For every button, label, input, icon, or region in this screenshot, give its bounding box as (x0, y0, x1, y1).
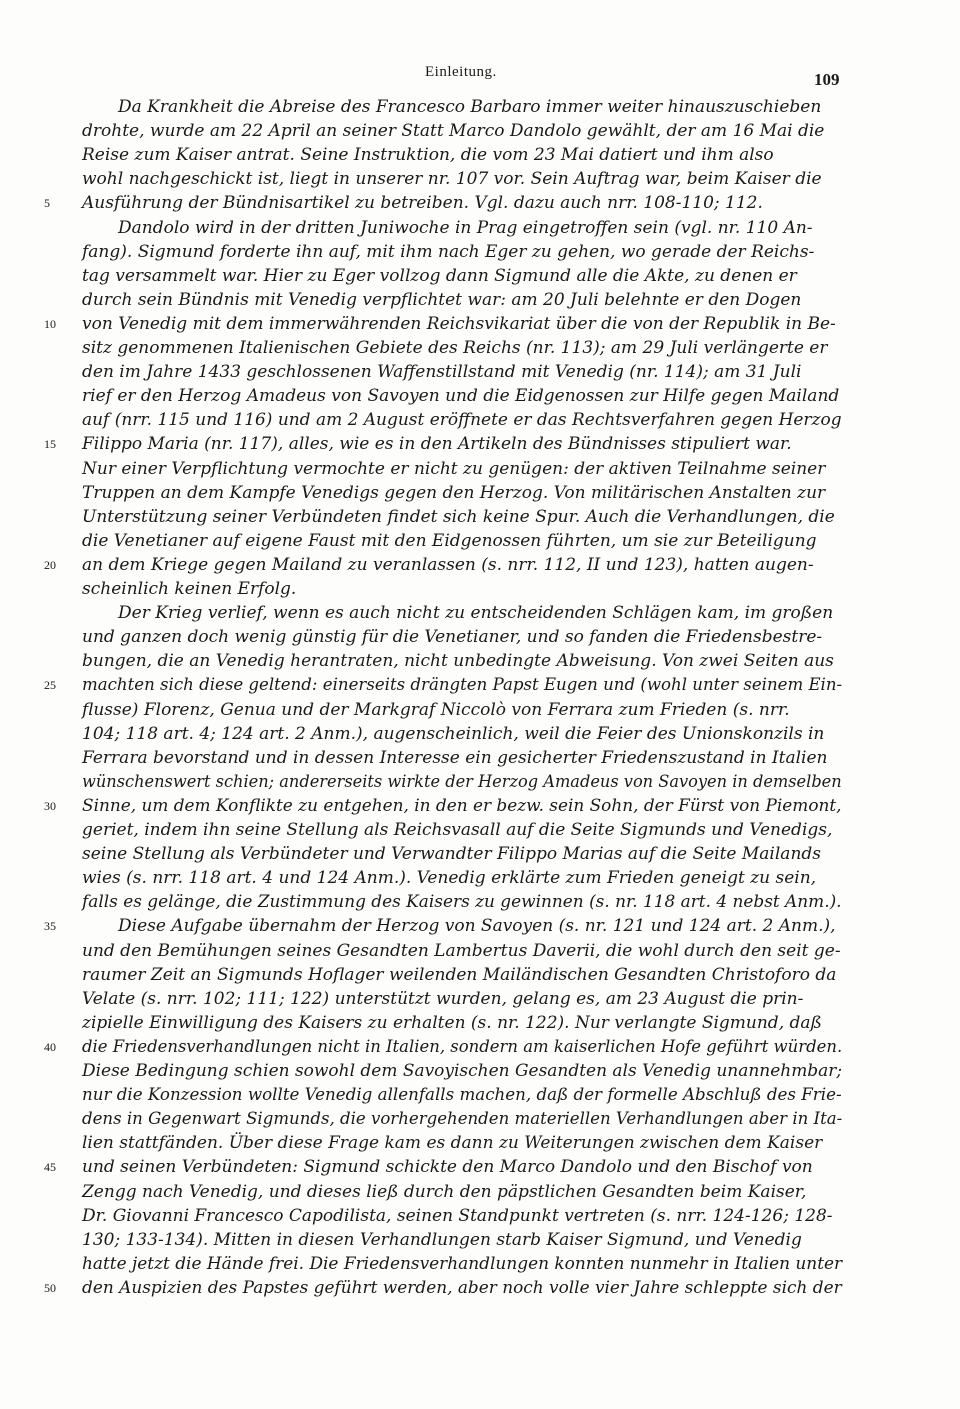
line-number: 30 (44, 798, 56, 813)
line-number: 45 (44, 1160, 56, 1175)
text-line: nur die Konzession wollte Venedig allenfalls machen, daß der formelle Abschluß des Frie- (82, 1085, 842, 1106)
text-line: Da Krankheit die Abreise des Francesco Barbaro immer weiter hinauszuschieben (118, 97, 822, 117)
text-line: durch sein Bündnis mit Venedig verpflichtet war: am 20 Juli belehnte er den Dogen (82, 289, 802, 310)
line-number: 40 (44, 1039, 56, 1054)
line-number: 15 (44, 437, 56, 452)
text-line: scheinlich keinen Erfolg. (82, 579, 297, 599)
text-line: die Venetianer auf eigene Faust mit den Eidgenossen führten, um sie zur Beteiligung (82, 530, 817, 551)
text-line: Unterstützung seiner Verbündeten findet sich keine Spur. Auch die Verhandlungen, die (82, 506, 835, 527)
text-line: Truppen an dem Kampfe Venedigs gegen den Herzog. Von militärischen Anstalten zur (82, 482, 826, 503)
text-line: Nur einer Verpflichtung vermochte er nicht zu genügen: der aktiven Teilnahme seiner (82, 458, 826, 479)
text-line: Dandolo wird in der dritten Juniwoche in Prag eingetroffen sein (vgl. nr. 110 An- (118, 217, 813, 238)
text-line: geriet, indem ihn seine Stellung als Reichsvasall auf die Seite Sigmunds und Venedigs, (82, 820, 833, 840)
text-line: fang). Sigmund forderte ihn auf, mit ihm nach Eger zu gehen, wo gerade der Reichs- (82, 241, 815, 262)
text-line: Diese Bedingung schien sowohl dem Savoyischen Gesandten als Venedig unannehmbar; (82, 1061, 843, 1081)
text-line: zipielle Einwilligung des Kaisers zu erhalten (s. nr. 122). Nur verlangte Sigmund, daß (82, 1012, 822, 1033)
text-line: dens in Gegenwart Sigmunds, die vorhergehenden materiellen Verhandlungen aber in Ita- (82, 1109, 843, 1130)
line-number: 10 (44, 316, 56, 331)
text-line: sitz genommenen Italienischen Gebiete des Reichs (nr. 113); am 29 Juli verlängerte er (82, 338, 828, 358)
text-line: 104; 118 art. 4; 124 art. 2 Anm.), augenscheinlich, weil die Feier des Unionskonzils in (82, 723, 825, 744)
text-line: 130; 133-134). Mitten in diesen Verhandlungen starb Kaiser Sigmund, und Venedig (82, 1229, 802, 1250)
text-line: bungen, die an Venedig herantraten, nicht unbedingte Abweisung. Von zwei Seiten aus (82, 651, 834, 672)
text-line: rief er den Herzog Amadeus von Savoyen und die Eidgenossen zur Hilfe gegen Mailand (82, 386, 840, 407)
text-line: und ganzen doch wenig günstig für die Venetianer, und so fanden die Friedensbestre- (82, 627, 823, 648)
text-line: von Venedig mit dem immerwährenden Reichsvikariat über die von der Republik in Be- (82, 313, 836, 334)
text-line: die Friedensverhandlungen nicht in Italien, sondern am kaiserlichen Hofe geführt würden. (82, 1036, 843, 1057)
text-line: machten sich diese geltend: einerseits drängten Papst Eugen und (wohl unter seinem Ein- (82, 675, 843, 696)
text-line: den Auspizien des Papstes geführt werden, aber noch volle vier Jahre schleppte sich der (82, 1277, 842, 1298)
text-line: wünschenswert schien; andererseits wirkte der Herzog Amadeus von Savoyen in demselben (82, 771, 842, 792)
text-line: den im Jahre 1433 geschlossenen Waffenstillstand mit Venedig (nr. 114); am 31 Juli (82, 362, 802, 383)
text-line: Filippo Maria (nr. 117), alles, wie es in den Artikeln des Bündnisses stipuliert war. (82, 434, 792, 455)
text-line: raumer Zeit an Sigmunds Hoflager weilenden Mailändischen Gesandten Christoforo da (82, 964, 837, 985)
line-number: 35 (44, 919, 56, 934)
running-head: Einleitung. (425, 64, 497, 80)
text-line: Ausführung der Bündnisartikel zu betreiben. Vgl. dazu auch nrr. 108-110; 112. (82, 193, 763, 214)
text-line: Dr. Giovanni Francesco Capodilista, seinen Standpunkt vertreten (s. nrr. 124-126; 128- (82, 1205, 833, 1226)
text-line: und seinen Verbündeten: Sigmund schickte den Marco Dandolo und den Bischof von (82, 1157, 813, 1178)
text-line: drohte, wurde am 22 April an seiner Statt Marco Dandolo gewählt, der am 16 Mai die (82, 121, 825, 142)
line-number: 50 (44, 1280, 56, 1295)
text-line: und den Bemühungen seines Gesandten Lambertus Daverii, die wohl durch den seit ge- (82, 940, 841, 961)
text-line: Ferrara bevorstand und in dessen Interesse ein gesicherter Friedenszustand in Italien (82, 747, 828, 768)
text-line: an dem Kriege gegen Mailand zu veranlassen (s. nrr. 112, II und 123), hatten augen- (82, 554, 814, 575)
line-number: 5 (44, 196, 50, 211)
text-line: Velate (s. nrr. 102; 111; 122) unterstützt wurden, gelang es, am 23 August die prin- (82, 988, 804, 1009)
text-line: Diese Aufgabe übernahm der Herzog von Savoyen (s. nr. 121 und 124 art. 2 Anm.), (118, 916, 836, 937)
text-line: wohl nachgeschickt ist, liegt in unserer nr. 107 vor. Sein Auftrag war, beim Kaiser die (82, 169, 822, 190)
text-line: auf (nrr. 115 und 116) und am 2 August eröffnete er das Rechtsverfahren gegen Herzog (82, 410, 842, 431)
text-line: flusse) Florenz, Genua und der Markgraf Niccolò von Ferrara zum Frieden (s. nrr. (82, 699, 790, 720)
text-line: tag versammelt war. Hier zu Eger vollzog dann Sigmund alle die Akte, zu denen er (82, 265, 797, 286)
text-line: wies (s. nrr. 118 art. 4 und 124 Anm.). Venedig erklärte zum Frieden geneigt zu sein, (82, 868, 817, 889)
text-line: hatte jetzt die Hände frei. Die Friedensverhandlungen konnten nunmehr in Italien unter (82, 1253, 843, 1274)
text-line: Der Krieg verlief, wenn es auch nicht zu entscheidenden Schlägen kam, im großen (118, 603, 834, 624)
text-line: seine Stellung als Verbündeter und Verwandter Filippo Marias auf die Seite Mailands (82, 844, 821, 865)
line-number: 20 (44, 557, 56, 572)
page-number: 109 (814, 70, 840, 89)
text-line: Sinne, um dem Konflikte zu entgehen, in den er bezw. sein Sohn, der Fürst von Piemont, (82, 795, 842, 816)
text-line: lien stattfänden. Über diese Frage kam es dann zu Weiterungen zwischen dem Kaiser (82, 1133, 823, 1154)
text-line: Reise zum Kaiser antrat. Seine Instruktion, die vom 23 Mai datiert und ihm also (82, 145, 774, 166)
text-line: falls es gelänge, die Zustimmung des Kaisers zu gewinnen (s. nr. 118 art. 4 nebst Anm.). (82, 892, 842, 913)
line-number: 25 (44, 678, 56, 693)
text-line: Zengg nach Venedig, und dieses ließ durch den päpstlichen Gesandten beim Kaiser, (82, 1181, 807, 1202)
